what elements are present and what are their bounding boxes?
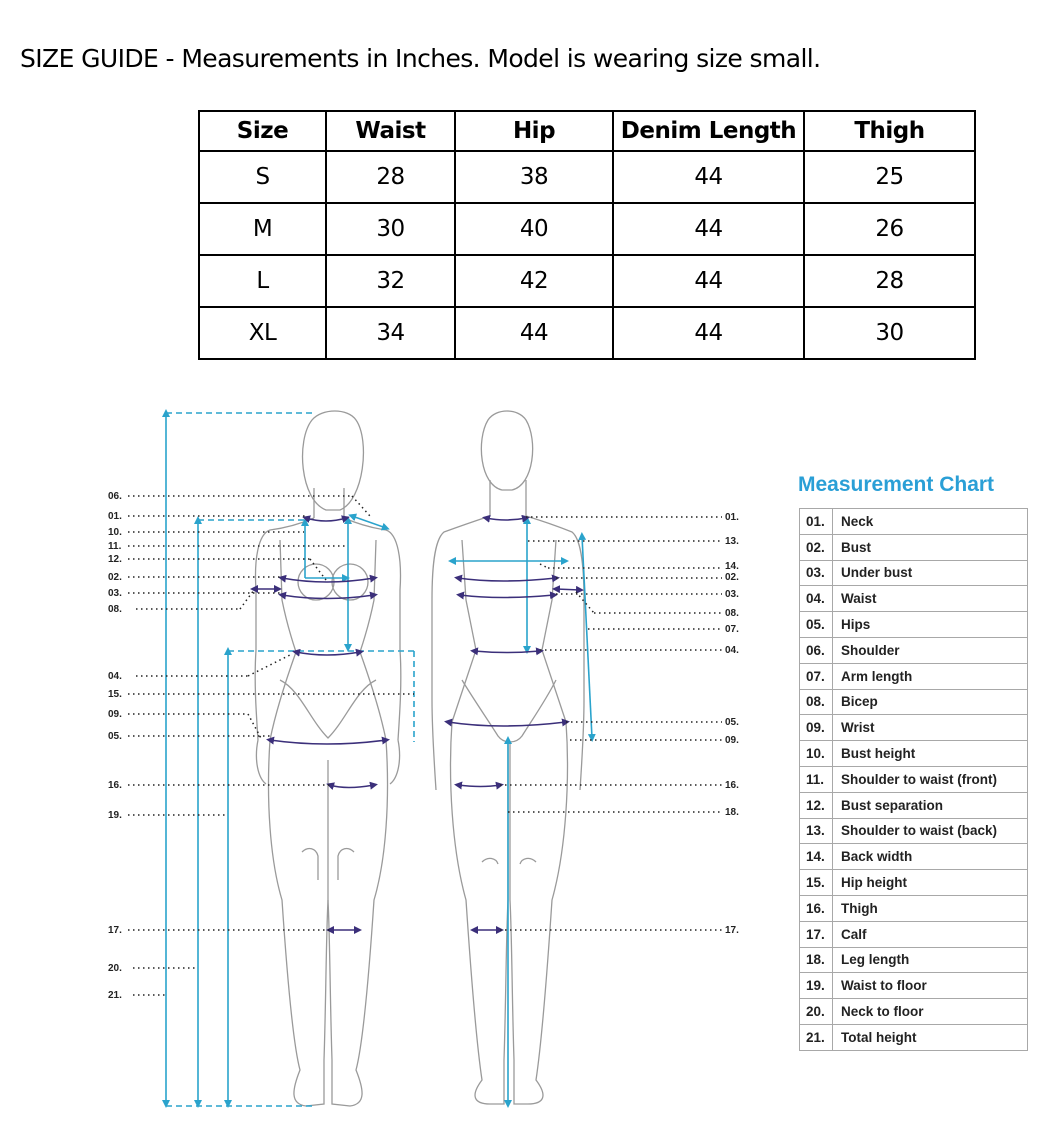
table-row xyxy=(199,203,975,255)
item-label: Neck to floor xyxy=(833,999,1028,1025)
item-number: 05. xyxy=(800,612,833,638)
cell-denim-length: 44 xyxy=(613,203,804,255)
cell-denim-length: 44 xyxy=(613,151,804,203)
cell-thigh: 30 xyxy=(804,307,975,359)
back-label-18: 18. xyxy=(725,807,739,818)
cell-size: XL xyxy=(199,307,326,359)
list-item xyxy=(800,689,1028,715)
item-label: Under bust xyxy=(833,560,1028,586)
back-vertical-measures xyxy=(452,520,592,1104)
item-number: 20. xyxy=(800,999,833,1025)
item-number: 03. xyxy=(800,560,833,586)
item-number: 06. xyxy=(800,637,833,663)
back-measure-labels xyxy=(725,512,739,936)
item-label: Thigh xyxy=(833,895,1028,921)
front-label-09: 09. xyxy=(108,709,122,720)
cell-waist: 30 xyxy=(326,203,455,255)
back-label-01: 01. xyxy=(725,512,739,523)
item-label: Waist to floor xyxy=(833,973,1028,999)
list-item xyxy=(800,534,1028,560)
front-label-04: 04. xyxy=(108,671,122,682)
cell-size: M xyxy=(199,203,326,255)
front-figure-outline xyxy=(255,411,401,1106)
cell-size: L xyxy=(199,255,326,307)
item-number: 15. xyxy=(800,870,833,896)
front-label-12: 12. xyxy=(108,554,122,565)
front-label-03: 03. xyxy=(108,588,122,599)
list-item xyxy=(800,586,1028,612)
item-number: 01. xyxy=(800,509,833,535)
front-label-08: 08. xyxy=(108,604,122,615)
item-label: Bust separation xyxy=(833,792,1028,818)
cell-thigh: 26 xyxy=(804,203,975,255)
item-number: 16. xyxy=(800,895,833,921)
cell-hip: 38 xyxy=(455,151,613,203)
list-item xyxy=(800,895,1028,921)
item-number: 10. xyxy=(800,741,833,767)
back-label-17: 17. xyxy=(725,925,739,936)
cell-waist: 28 xyxy=(326,151,455,203)
body-measurement-diagram xyxy=(0,400,790,1134)
back-label-08: 08. xyxy=(725,608,739,619)
item-label: Waist xyxy=(833,586,1028,612)
item-number: 07. xyxy=(800,663,833,689)
front-label-11: 11. xyxy=(108,541,122,552)
back-label-13: 13. xyxy=(725,536,739,547)
list-item xyxy=(800,921,1028,947)
front-label-01: 01. xyxy=(108,511,122,522)
front-label-10: 10. xyxy=(108,527,122,538)
item-number: 12. xyxy=(800,792,833,818)
item-label: Hip height xyxy=(833,870,1028,896)
front-leader-lines xyxy=(128,496,414,995)
item-label: Shoulder xyxy=(833,637,1028,663)
list-item xyxy=(800,663,1028,689)
list-item xyxy=(800,637,1028,663)
cell-denim-length: 44 xyxy=(613,255,804,307)
item-label: Neck xyxy=(833,509,1028,535)
table-row xyxy=(199,151,975,203)
item-label: Bust xyxy=(833,534,1028,560)
size-table-header xyxy=(199,111,975,151)
item-label: Arm length xyxy=(833,663,1028,689)
back-label-07: 07. xyxy=(725,624,739,635)
item-number: 08. xyxy=(800,689,833,715)
table-row xyxy=(199,307,975,359)
item-number: 19. xyxy=(800,973,833,999)
front-label-05: 05. xyxy=(108,731,122,742)
back-circumference-measures xyxy=(448,518,580,930)
list-item xyxy=(800,1024,1028,1050)
front-label-20: 20. xyxy=(108,963,122,974)
list-item xyxy=(800,509,1028,535)
cell-thigh: 25 xyxy=(804,151,975,203)
cell-denim-length: 44 xyxy=(613,307,804,359)
front-measure-labels xyxy=(108,491,122,1001)
cell-waist: 34 xyxy=(326,307,455,359)
front-label-19: 19. xyxy=(108,810,122,821)
item-number: 14. xyxy=(800,844,833,870)
list-item xyxy=(800,741,1028,767)
size-table xyxy=(198,110,976,360)
column-header-thigh: Thigh xyxy=(804,111,975,151)
item-label: Shoulder to waist (front) xyxy=(833,766,1028,792)
list-item xyxy=(800,612,1028,638)
list-item xyxy=(800,973,1028,999)
item-label: Calf xyxy=(833,921,1028,947)
column-header-denim-length: Denim Length xyxy=(613,111,804,151)
list-item xyxy=(800,766,1028,792)
item-label: Total height xyxy=(833,1024,1028,1050)
item-number: 11. xyxy=(800,766,833,792)
cell-hip: 44 xyxy=(455,307,613,359)
cell-hip: 42 xyxy=(455,255,613,307)
item-label: Shoulder to waist (back) xyxy=(833,818,1028,844)
front-label-02: 02. xyxy=(108,572,122,583)
item-number: 02. xyxy=(800,534,833,560)
column-header-size: Size xyxy=(199,111,326,151)
item-number: 17. xyxy=(800,921,833,947)
item-label: Back width xyxy=(833,844,1028,870)
table-row xyxy=(199,255,975,307)
cell-waist: 32 xyxy=(326,255,455,307)
item-number: 18. xyxy=(800,947,833,973)
item-label: Hips xyxy=(833,612,1028,638)
front-label-21: 21. xyxy=(108,990,122,1001)
cell-thigh: 28 xyxy=(804,255,975,307)
item-number: 13. xyxy=(800,818,833,844)
item-label: Bicep xyxy=(833,689,1028,715)
column-header-waist: Waist xyxy=(326,111,455,151)
list-item xyxy=(800,999,1028,1025)
size-guide-title: SIZE GUIDE - Measurements in Inches. Model is wearing size small. xyxy=(20,44,821,73)
list-item xyxy=(800,947,1028,973)
measurement-chart-title: Measurement Chart xyxy=(798,473,995,496)
front-label-15: 15. xyxy=(108,689,122,700)
column-header-hip: Hip xyxy=(455,111,613,151)
back-label-09: 09. xyxy=(725,735,739,746)
item-number: 21. xyxy=(800,1024,833,1050)
list-item xyxy=(800,870,1028,896)
back-label-02: 02. xyxy=(725,572,739,583)
front-label-17: 17. xyxy=(108,925,122,936)
back-label-16: 16. xyxy=(725,780,739,791)
back-leader-lines xyxy=(500,517,722,930)
back-label-05: 05. xyxy=(725,717,739,728)
back-label-03: 03. xyxy=(725,589,739,600)
front-label-06: 06. xyxy=(108,491,122,502)
item-number: 04. xyxy=(800,586,833,612)
back-label-04: 04. xyxy=(725,645,739,656)
list-item xyxy=(800,792,1028,818)
back-label-14: 14. xyxy=(725,561,739,572)
item-number: 09. xyxy=(800,715,833,741)
cell-hip: 40 xyxy=(455,203,613,255)
measurement-chart-table xyxy=(799,508,1028,1051)
item-label: Bust height xyxy=(833,741,1028,767)
list-item xyxy=(800,560,1028,586)
item-label: Wrist xyxy=(833,715,1028,741)
front-label-16: 16. xyxy=(108,780,122,791)
list-item xyxy=(800,844,1028,870)
item-label: Leg length xyxy=(833,947,1028,973)
list-item xyxy=(800,715,1028,741)
list-item xyxy=(800,818,1028,844)
cell-size: S xyxy=(199,151,326,203)
